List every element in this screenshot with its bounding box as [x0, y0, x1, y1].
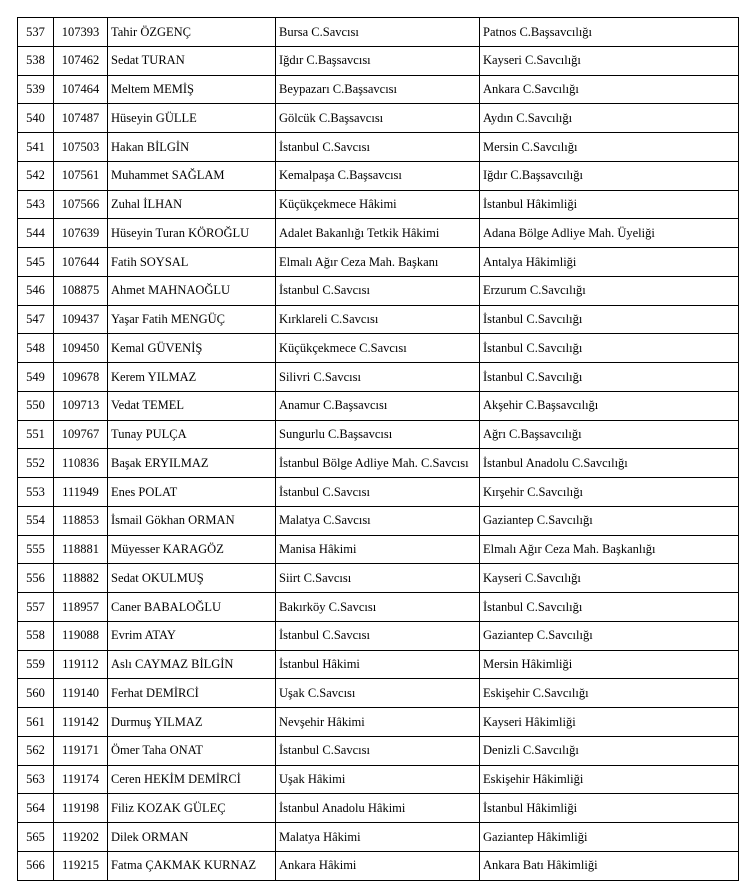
new-position-cell: Denizli C.Savcılığı — [480, 736, 739, 765]
row-number-cell: 556 — [18, 564, 54, 593]
table-row — [18, 621, 739, 650]
new-position-cell: İstanbul C.Savcılığı — [480, 593, 739, 622]
current-position-cell: Adalet Bakanlığı Tetkik Hâkimi — [276, 219, 480, 248]
new-position-cell: Mersin C.Savcılığı — [480, 133, 739, 162]
assignment-table-body — [18, 18, 739, 881]
new-position-cell: Antalya Hâkimliği — [480, 248, 739, 277]
row-number-cell: 546 — [18, 276, 54, 305]
registry-number-cell: 107644 — [54, 248, 108, 277]
table-row — [18, 305, 739, 334]
row-number-cell: 544 — [18, 219, 54, 248]
new-position-cell: Elmalı Ağır Ceza Mah. Başkanlığı — [480, 535, 739, 564]
registry-number-cell: 119140 — [54, 679, 108, 708]
table-row — [18, 765, 739, 794]
table-row — [18, 46, 739, 75]
row-number-cell: 550 — [18, 391, 54, 420]
table-row — [18, 18, 739, 47]
table-row — [18, 736, 739, 765]
new-position-cell: Gaziantep C.Savcılığı — [480, 621, 739, 650]
row-number-cell: 563 — [18, 765, 54, 794]
current-position-cell: İstanbul C.Savcısı — [276, 276, 480, 305]
current-position-cell: İstanbul Bölge Adliye Mah. C.Savcısı — [276, 449, 480, 478]
person-name-cell: Ömer Taha ONAT — [108, 736, 276, 765]
new-position-cell: İstanbul Anadolu C.Savcılığı — [480, 449, 739, 478]
new-position-cell: İstanbul C.Savcılığı — [480, 363, 739, 392]
registry-number-cell: 107503 — [54, 133, 108, 162]
table-row — [18, 363, 739, 392]
person-name-cell: Tahir ÖZGENÇ — [108, 18, 276, 47]
current-position-cell: Elmalı Ağır Ceza Mah. Başkanı — [276, 248, 480, 277]
row-number-cell: 554 — [18, 506, 54, 535]
current-position-cell: Siirt C.Savcısı — [276, 564, 480, 593]
registry-number-cell: 118853 — [54, 506, 108, 535]
new-position-cell: Erzurum C.Savcılığı — [480, 276, 739, 305]
registry-number-cell: 107464 — [54, 75, 108, 104]
person-name-cell: Fatih SOYSAL — [108, 248, 276, 277]
table-row — [18, 276, 739, 305]
person-name-cell: Muhammet SAĞLAM — [108, 161, 276, 190]
new-position-cell: Kayseri C.Savcılığı — [480, 564, 739, 593]
person-name-cell: Vedat TEMEL — [108, 391, 276, 420]
new-position-cell: İstanbul C.Savcılığı — [480, 334, 739, 363]
person-name-cell: Sedat OKULMUŞ — [108, 564, 276, 593]
row-number-cell: 538 — [18, 46, 54, 75]
table-row — [18, 708, 739, 737]
row-number-cell: 548 — [18, 334, 54, 363]
new-position-cell: Kayseri Hâkimliği — [480, 708, 739, 737]
person-name-cell: Hüseyin Turan KÖROĞLU — [108, 219, 276, 248]
current-position-cell: Manisa Hâkimi — [276, 535, 480, 564]
row-number-cell: 561 — [18, 708, 54, 737]
registry-number-cell: 118882 — [54, 564, 108, 593]
new-position-cell: İstanbul Hâkimliği — [480, 794, 739, 823]
current-position-cell: Silivri C.Savcısı — [276, 363, 480, 392]
row-number-cell: 553 — [18, 478, 54, 507]
row-number-cell: 560 — [18, 679, 54, 708]
table-row — [18, 219, 739, 248]
registry-number-cell: 119174 — [54, 765, 108, 794]
row-number-cell: 547 — [18, 305, 54, 334]
person-name-cell: Durmuş YILMAZ — [108, 708, 276, 737]
person-name-cell: Ceren HEKİM DEMİRCİ — [108, 765, 276, 794]
row-number-cell: 543 — [18, 190, 54, 219]
new-position-cell: İstanbul Hâkimliği — [480, 190, 739, 219]
new-position-cell: Eskişehir C.Savcılığı — [480, 679, 739, 708]
new-position-cell: Kayseri C.Savcılığı — [480, 46, 739, 75]
person-name-cell: Ferhat DEMİRCİ — [108, 679, 276, 708]
table-row — [18, 161, 739, 190]
new-position-cell: Gaziantep Hâkimliği — [480, 823, 739, 852]
table-row — [18, 133, 739, 162]
current-position-cell: İstanbul Anadolu Hâkimi — [276, 794, 480, 823]
current-position-cell: Malatya Hâkimi — [276, 823, 480, 852]
person-name-cell: Müyesser KARAGÖZ — [108, 535, 276, 564]
registry-number-cell: 118881 — [54, 535, 108, 564]
registry-number-cell: 110836 — [54, 449, 108, 478]
person-name-cell: Sedat TURAN — [108, 46, 276, 75]
table-row — [18, 248, 739, 277]
row-number-cell: 539 — [18, 75, 54, 104]
new-position-cell: Akşehir C.Başsavcılığı — [480, 391, 739, 420]
row-number-cell: 540 — [18, 104, 54, 133]
current-position-cell: Nevşehir Hâkimi — [276, 708, 480, 737]
current-position-cell: Sungurlu C.Başsavcısı — [276, 420, 480, 449]
person-name-cell: Kerem YILMAZ — [108, 363, 276, 392]
registry-number-cell: 109437 — [54, 305, 108, 334]
person-name-cell: Aslı CAYMAZ BİLGİN — [108, 650, 276, 679]
new-position-cell: Mersin Hâkimliği — [480, 650, 739, 679]
registry-number-cell: 109767 — [54, 420, 108, 449]
person-name-cell: Zuhal İLHAN — [108, 190, 276, 219]
table-row — [18, 650, 739, 679]
current-position-cell: Ankara Hâkimi — [276, 851, 480, 880]
current-position-cell: İstanbul C.Savcısı — [276, 133, 480, 162]
new-position-cell: Patnos C.Başsavcılığı — [480, 18, 739, 47]
assignment-table — [17, 17, 739, 881]
person-name-cell: Dilek ORMAN — [108, 823, 276, 852]
row-number-cell: 555 — [18, 535, 54, 564]
table-row — [18, 823, 739, 852]
person-name-cell: Filiz KOZAK GÜLEÇ — [108, 794, 276, 823]
row-number-cell: 557 — [18, 593, 54, 622]
row-number-cell: 558 — [18, 621, 54, 650]
current-position-cell: Uşak Hâkimi — [276, 765, 480, 794]
new-position-cell: Adana Bölge Adliye Mah. Üyeliği — [480, 219, 739, 248]
current-position-cell: Anamur C.Başsavcısı — [276, 391, 480, 420]
person-name-cell: Kemal GÜVENİŞ — [108, 334, 276, 363]
table-row — [18, 535, 739, 564]
table-row — [18, 794, 739, 823]
current-position-cell: Iğdır C.Başsavcısı — [276, 46, 480, 75]
table-row — [18, 593, 739, 622]
registry-number-cell: 107393 — [54, 18, 108, 47]
row-number-cell: 549 — [18, 363, 54, 392]
table-row — [18, 851, 739, 880]
row-number-cell: 552 — [18, 449, 54, 478]
registry-number-cell: 107487 — [54, 104, 108, 133]
person-name-cell: Enes POLAT — [108, 478, 276, 507]
current-position-cell: İstanbul C.Savcısı — [276, 736, 480, 765]
table-row — [18, 104, 739, 133]
registry-number-cell: 109450 — [54, 334, 108, 363]
new-position-cell: Ankara C.Savcılığı — [480, 75, 739, 104]
row-number-cell: 559 — [18, 650, 54, 679]
current-position-cell: Bursa C.Savcısı — [276, 18, 480, 47]
row-number-cell: 566 — [18, 851, 54, 880]
row-number-cell: 545 — [18, 248, 54, 277]
table-row — [18, 420, 739, 449]
new-position-cell: Gaziantep C.Savcılığı — [480, 506, 739, 535]
table-row — [18, 679, 739, 708]
current-position-cell: Beypazarı C.Başsavcısı — [276, 75, 480, 104]
registry-number-cell: 107566 — [54, 190, 108, 219]
new-position-cell: Ankara Batı Hâkimliği — [480, 851, 739, 880]
person-name-cell: Yaşar Fatih MENGÜÇ — [108, 305, 276, 334]
current-position-cell: Kırklareli C.Savcısı — [276, 305, 480, 334]
current-position-cell: İstanbul C.Savcısı — [276, 621, 480, 650]
row-number-cell: 551 — [18, 420, 54, 449]
person-name-cell: Hüseyin GÜLLE — [108, 104, 276, 133]
current-position-cell: İstanbul Hâkimi — [276, 650, 480, 679]
row-number-cell: 564 — [18, 794, 54, 823]
table-row — [18, 449, 739, 478]
new-position-cell: İstanbul C.Savcılığı — [480, 305, 739, 334]
registry-number-cell: 119171 — [54, 736, 108, 765]
table-row — [18, 190, 739, 219]
registry-number-cell: 109678 — [54, 363, 108, 392]
new-position-cell: Aydın C.Savcılığı — [480, 104, 739, 133]
current-position-cell: Küçükçekmece Hâkimi — [276, 190, 480, 219]
registry-number-cell: 119198 — [54, 794, 108, 823]
row-number-cell: 542 — [18, 161, 54, 190]
registry-number-cell: 107462 — [54, 46, 108, 75]
new-position-cell: Kırşehir C.Savcılığı — [480, 478, 739, 507]
registry-number-cell: 119112 — [54, 650, 108, 679]
new-position-cell: Iğdır C.Başsavcılığı — [480, 161, 739, 190]
registry-number-cell: 108875 — [54, 276, 108, 305]
registry-number-cell: 107639 — [54, 219, 108, 248]
current-position-cell: Küçükçekmece C.Savcısı — [276, 334, 480, 363]
current-position-cell: Uşak C.Savcısı — [276, 679, 480, 708]
registry-number-cell: 119215 — [54, 851, 108, 880]
table-row — [18, 334, 739, 363]
current-position-cell: Bakırköy C.Savcısı — [276, 593, 480, 622]
registry-number-cell: 118957 — [54, 593, 108, 622]
registry-number-cell: 111949 — [54, 478, 108, 507]
person-name-cell: Fatma ÇAKMAK KURNAZ — [108, 851, 276, 880]
table-row — [18, 75, 739, 104]
person-name-cell: Tunay PULÇA — [108, 420, 276, 449]
person-name-cell: Evrim ATAY — [108, 621, 276, 650]
new-position-cell: Eskişehir Hâkimliği — [480, 765, 739, 794]
person-name-cell: Caner BABALOĞLU — [108, 593, 276, 622]
person-name-cell: Hakan BİLGİN — [108, 133, 276, 162]
row-number-cell: 537 — [18, 18, 54, 47]
person-name-cell: İsmail Gökhan ORMAN — [108, 506, 276, 535]
new-position-cell: Ağrı C.Başsavcılığı — [480, 420, 739, 449]
registry-number-cell: 119088 — [54, 621, 108, 650]
person-name-cell: Ahmet MAHNAOĞLU — [108, 276, 276, 305]
row-number-cell: 562 — [18, 736, 54, 765]
table-row — [18, 478, 739, 507]
person-name-cell: Başak ERYILMAZ — [108, 449, 276, 478]
row-number-cell: 565 — [18, 823, 54, 852]
current-position-cell: Kemalpaşa C.Başsavcısı — [276, 161, 480, 190]
registry-number-cell: 109713 — [54, 391, 108, 420]
table-row — [18, 564, 739, 593]
person-name-cell: Meltem MEMİŞ — [108, 75, 276, 104]
table-row — [18, 391, 739, 420]
table-row — [18, 506, 739, 535]
registry-number-cell: 119202 — [54, 823, 108, 852]
current-position-cell: İstanbul C.Savcısı — [276, 478, 480, 507]
current-position-cell: Gölcük C.Başsavcısı — [276, 104, 480, 133]
registry-number-cell: 107561 — [54, 161, 108, 190]
current-position-cell: Malatya C.Savcısı — [276, 506, 480, 535]
registry-number-cell: 119142 — [54, 708, 108, 737]
row-number-cell: 541 — [18, 133, 54, 162]
